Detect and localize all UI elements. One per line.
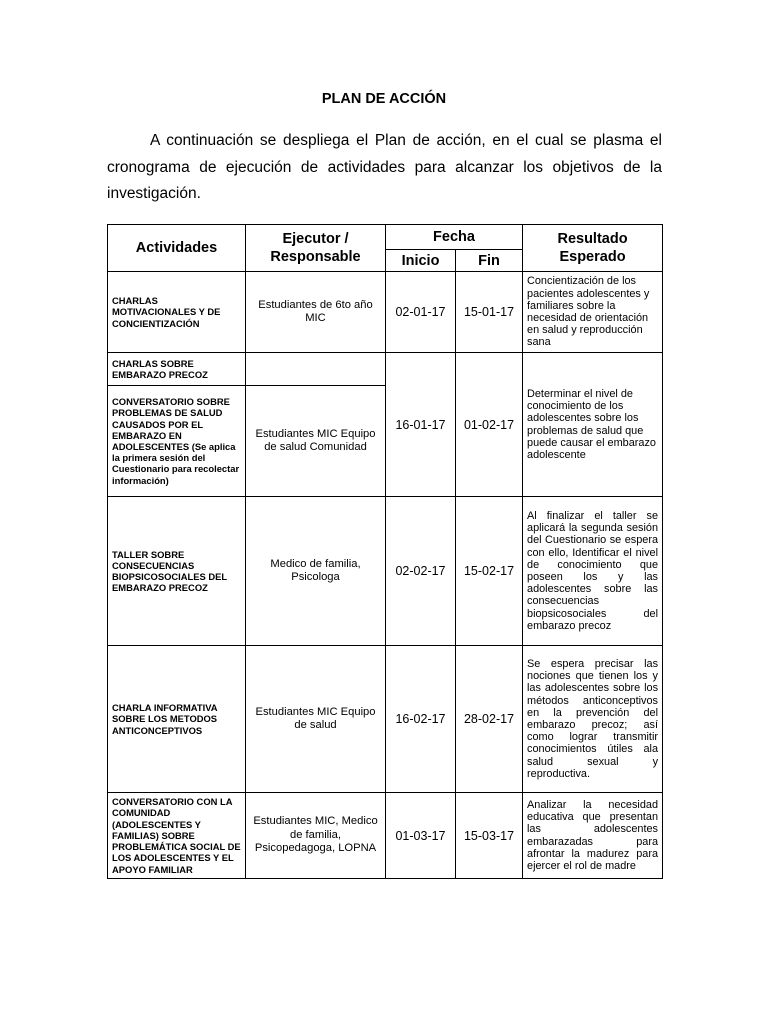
table-row	[108, 353, 663, 386]
table-row	[108, 497, 663, 646]
executor-cell: Estudiantes MIC, Medico de familia, Psicopedagoga, LOPNA	[246, 793, 386, 879]
table-header-row	[108, 225, 663, 250]
table-row	[108, 272, 663, 353]
activity-cell: CHARLAS SOBRE EMBARAZO PRECOZ	[108, 353, 246, 386]
result-cell: Se espera precisar las nociones que tienen los y las adolescentes sobre los métodos anticonceptivos en la prevención del embarazo precoz; así como lograr transmitir conocimientos útiles ala salud sexual y reproductiva.	[523, 646, 663, 793]
executor-cell: Estudiantes MIC Equipo de salud Comunidad	[246, 386, 386, 497]
header-fecha: Fecha	[386, 225, 523, 250]
end-date-cell: 15-02-17	[456, 497, 523, 646]
table-row	[108, 646, 663, 793]
start-date-cell: 16-01-17	[386, 353, 456, 497]
header-ejecutor: Ejecutor / Responsable	[246, 225, 386, 272]
end-date-cell: 15-01-17	[456, 272, 523, 353]
activity-text: CONVERSATORIO SOBRE PROBLEMAS DE SALUD CAUSADOS POR EL EMBARAZO EN ADOLESCENTES	[112, 396, 230, 452]
intro-paragraph: A continuación se despliega el Plan de acción, en el cual se plasma el cronograma de ejecución de actividades para alcanzar los objetivos de la investigación.	[107, 132, 662, 202]
result-cell: Determinar el nivel de conocimiento de los adolescentes sobre los problemas de salud que puede causar el embarazo adolescente	[523, 353, 663, 497]
header-resultado: Resultado Esperado	[523, 225, 663, 272]
start-date-cell: 01-03-17	[386, 793, 456, 879]
executor-cell: Medico de familia, Psicologa	[246, 497, 386, 646]
page-title: PLAN DE ACCIÓN	[321, 91, 447, 107]
end-date-cell: 15-03-17	[456, 793, 523, 879]
activity-cell: CHARLAS MOTIVACIONALES Y DE CONCIENTIZACIÓN	[108, 272, 246, 353]
executor-cell: Estudiantes de 6to año MIC	[246, 272, 386, 353]
end-date-cell: 28-02-17	[456, 646, 523, 793]
end-date-cell: 01-02-17	[456, 353, 523, 497]
start-date-cell: 02-02-17	[386, 497, 456, 646]
activity-cell: TALLER SOBRE CONSECUENCIAS BIOPSICOSOCIALES DEL EMBARAZO PRECOZ	[108, 497, 246, 646]
start-date-cell: 16-02-17	[386, 646, 456, 793]
result-cell: Al finalizar el taller se aplicará la segunda sesión del Cuestionario se espera con ello, Identificar el nivel de conocimiento que poseen los y las adolescentes sobre las consecuencias biopsicosociales del embarazo precoz	[523, 497, 663, 646]
executor-cell	[246, 353, 386, 386]
activity-note: (Se aplica la primera sesión del Cuestionario para recolectar información)	[112, 441, 240, 486]
result-cell: Analizar la necesidad educativa que presentan las adolescentes embarazadas para afrontar la madurez para ejercer el rol de madre	[523, 793, 663, 879]
activity-cell: CHARLA INFORMATIVA SOBRE LOS METODOS ANTICONCEPTIVOS	[108, 646, 246, 793]
header-inicio: Inicio	[386, 250, 456, 272]
header-fin: Fin	[456, 250, 523, 272]
result-cell: Concientización de los pacientes adolescentes y familiares sobre la necesidad de orientación en salud y reproducción sana	[523, 272, 663, 353]
activity-cell: CONVERSATORIO CON LA COMUNIDAD (ADOLESCENTES Y FAMILIAS) SOBRE PROBLEMÁTICA SOCIAL DE LOS ADOLESCENTES Y EL APOYO FAMILIAR	[108, 793, 246, 879]
header-actividades: Actividades	[108, 225, 246, 272]
executor-cell: Estudiantes MIC Equipo de salud	[246, 646, 386, 793]
table-row	[108, 793, 663, 879]
activity-cell	[108, 386, 246, 497]
action-plan-table	[107, 224, 663, 879]
start-date-cell: 02-01-17	[386, 272, 456, 353]
